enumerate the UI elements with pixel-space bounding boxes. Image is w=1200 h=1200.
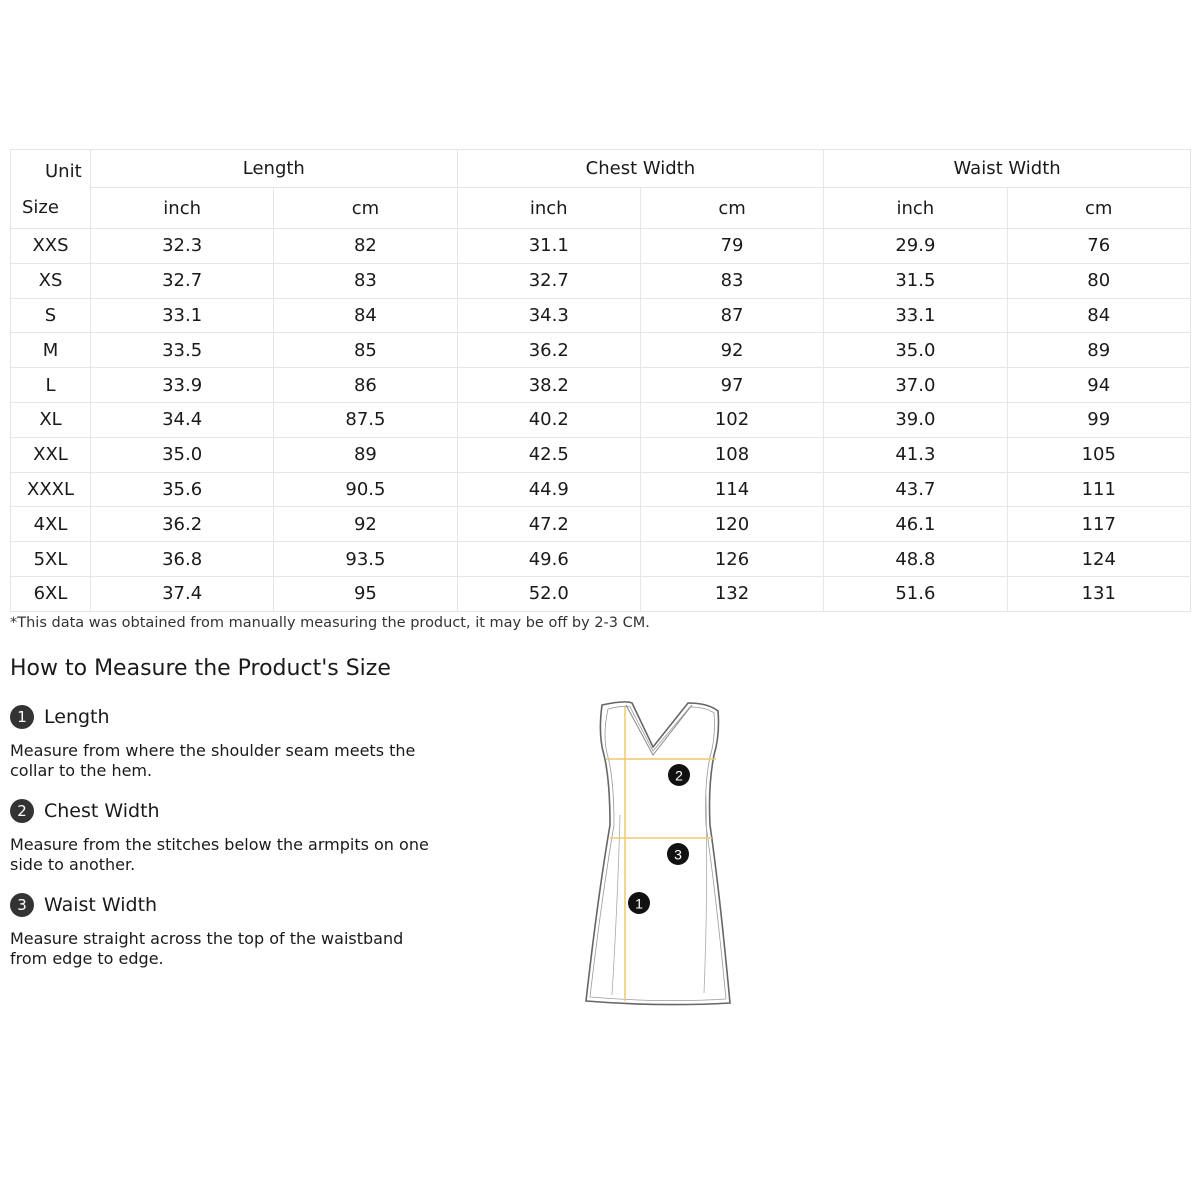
value-cell: 84 [1007, 298, 1191, 333]
waist-marker-number: 3 [674, 846, 682, 863]
value-cell: 83 [274, 263, 457, 298]
unit-header: inch [91, 188, 274, 229]
value-cell: 89 [1007, 333, 1191, 368]
value-cell: 126 [640, 542, 823, 577]
table-corner-cell [11, 150, 91, 229]
size-label: Size [22, 197, 59, 218]
value-cell: 35.0 [824, 333, 1007, 368]
value-cell: 37.0 [824, 368, 1007, 403]
size-cell: XXXL [11, 472, 91, 507]
value-cell: 31.5 [824, 263, 1007, 298]
table-row [11, 298, 1191, 333]
value-cell: 94 [1007, 368, 1191, 403]
measurement-note: *This data was obtained from manually measuring the product, it may be off by 2-3 CM. [10, 615, 650, 631]
step-title: Length [44, 706, 110, 728]
value-cell: 76 [1007, 229, 1191, 264]
value-cell: 32.7 [457, 263, 640, 298]
value-cell: 43.7 [824, 472, 1007, 507]
dress-measurement-diagram [570, 695, 750, 1015]
step-description: Measure straight across the top of the waistband from edge to edge. [10, 929, 404, 968]
value-cell: 47.2 [457, 507, 640, 542]
unit-header: inch [824, 188, 1007, 229]
size-cell: XS [11, 263, 91, 298]
value-cell: 46.1 [824, 507, 1007, 542]
value-cell: 52.0 [457, 576, 640, 611]
length-marker-number: 1 [635, 895, 643, 912]
table-row [11, 368, 1191, 403]
value-cell: 95 [274, 576, 457, 611]
step-title: Waist Width [44, 894, 158, 916]
step-chest-width [10, 797, 440, 875]
value-cell: 32.3 [91, 229, 274, 264]
value-cell: 124 [1007, 542, 1191, 577]
step-waist-width [10, 891, 440, 969]
value-cell: 39.0 [824, 402, 1007, 437]
value-cell: 51.6 [824, 576, 1007, 611]
unit-header: cm [1007, 188, 1191, 229]
value-cell: 31.1 [457, 229, 640, 264]
value-cell: 33.1 [91, 298, 274, 333]
value-cell: 41.3 [824, 437, 1007, 472]
value-cell: 99 [1007, 402, 1191, 437]
size-cell: S [11, 298, 91, 333]
value-cell: 120 [640, 507, 823, 542]
value-cell: 36.2 [457, 333, 640, 368]
group-header-length: Length [91, 150, 458, 188]
waist-marker-icon [667, 843, 689, 865]
value-cell: 87 [640, 298, 823, 333]
chest-marker-number: 2 [675, 767, 683, 784]
value-cell: 105 [1007, 437, 1191, 472]
value-cell: 108 [640, 437, 823, 472]
unit-header: inch [457, 188, 640, 229]
size-cell: XL [11, 402, 91, 437]
value-cell: 33.5 [91, 333, 274, 368]
step-title: Chest Width [44, 800, 160, 822]
step-number-badge: 3 [10, 893, 34, 917]
size-cell: L [11, 368, 91, 403]
value-cell: 85 [274, 333, 457, 368]
value-cell: 44.9 [457, 472, 640, 507]
table-row [11, 333, 1191, 368]
size-cell: 4XL [11, 507, 91, 542]
value-cell: 90.5 [274, 472, 457, 507]
value-cell: 49.6 [457, 542, 640, 577]
value-cell: 83 [640, 263, 823, 298]
unit-header: cm [640, 188, 823, 229]
value-cell: 34.4 [91, 402, 274, 437]
value-cell: 82 [274, 229, 457, 264]
size-chart-table [10, 149, 1191, 612]
table-row [11, 576, 1191, 611]
value-cell: 38.2 [457, 368, 640, 403]
value-cell: 102 [640, 402, 823, 437]
table-row [11, 229, 1191, 264]
value-cell: 40.2 [457, 402, 640, 437]
value-cell: 80 [1007, 263, 1191, 298]
step-description: Measure from where the shoulder seam meets the collar to the hem. [10, 741, 416, 780]
group-header-chest-width: Chest Width [457, 150, 824, 188]
value-cell: 114 [640, 472, 823, 507]
step-description: Measure from the stitches below the armpits on one side to another. [10, 835, 429, 874]
value-cell: 32.7 [91, 263, 274, 298]
unit-header: cm [274, 188, 457, 229]
value-cell: 117 [1007, 507, 1191, 542]
table-row [11, 263, 1191, 298]
table-row [11, 402, 1191, 437]
value-cell: 29.9 [824, 229, 1007, 264]
size-cell: 5XL [11, 542, 91, 577]
value-cell: 37.4 [91, 576, 274, 611]
value-cell: 132 [640, 576, 823, 611]
chest-marker-icon [668, 764, 690, 786]
value-cell: 131 [1007, 576, 1191, 611]
value-cell: 33.9 [91, 368, 274, 403]
group-header-waist-width: Waist Width [824, 150, 1191, 188]
length-marker-icon [628, 892, 650, 914]
value-cell: 111 [1007, 472, 1191, 507]
value-cell: 86 [274, 368, 457, 403]
size-cell: 6XL [11, 576, 91, 611]
value-cell: 89 [274, 437, 457, 472]
value-cell: 87.5 [274, 402, 457, 437]
table-row [11, 507, 1191, 542]
how-to-title: How to Measure the Product's Size [10, 656, 391, 681]
value-cell: 79 [640, 229, 823, 264]
unit-label: Unit [45, 161, 82, 182]
step-number-badge: 1 [10, 705, 34, 729]
value-cell: 93.5 [274, 542, 457, 577]
value-cell: 36.8 [91, 542, 274, 577]
size-cell: XXL [11, 437, 91, 472]
step-length [10, 703, 440, 781]
table-row [11, 437, 1191, 472]
value-cell: 97 [640, 368, 823, 403]
value-cell: 48.8 [824, 542, 1007, 577]
value-cell: 84 [274, 298, 457, 333]
size-cell: M [11, 333, 91, 368]
table-row [11, 472, 1191, 507]
value-cell: 42.5 [457, 437, 640, 472]
value-cell: 34.3 [457, 298, 640, 333]
dress-outline-icon [586, 702, 730, 1005]
value-cell: 33.1 [824, 298, 1007, 333]
size-cell: XXS [11, 229, 91, 264]
value-cell: 35.6 [91, 472, 274, 507]
value-cell: 35.0 [91, 437, 274, 472]
step-number-badge: 2 [10, 799, 34, 823]
table-body [11, 229, 1191, 612]
value-cell: 92 [274, 507, 457, 542]
value-cell: 36.2 [91, 507, 274, 542]
table-row [11, 542, 1191, 577]
value-cell: 92 [640, 333, 823, 368]
